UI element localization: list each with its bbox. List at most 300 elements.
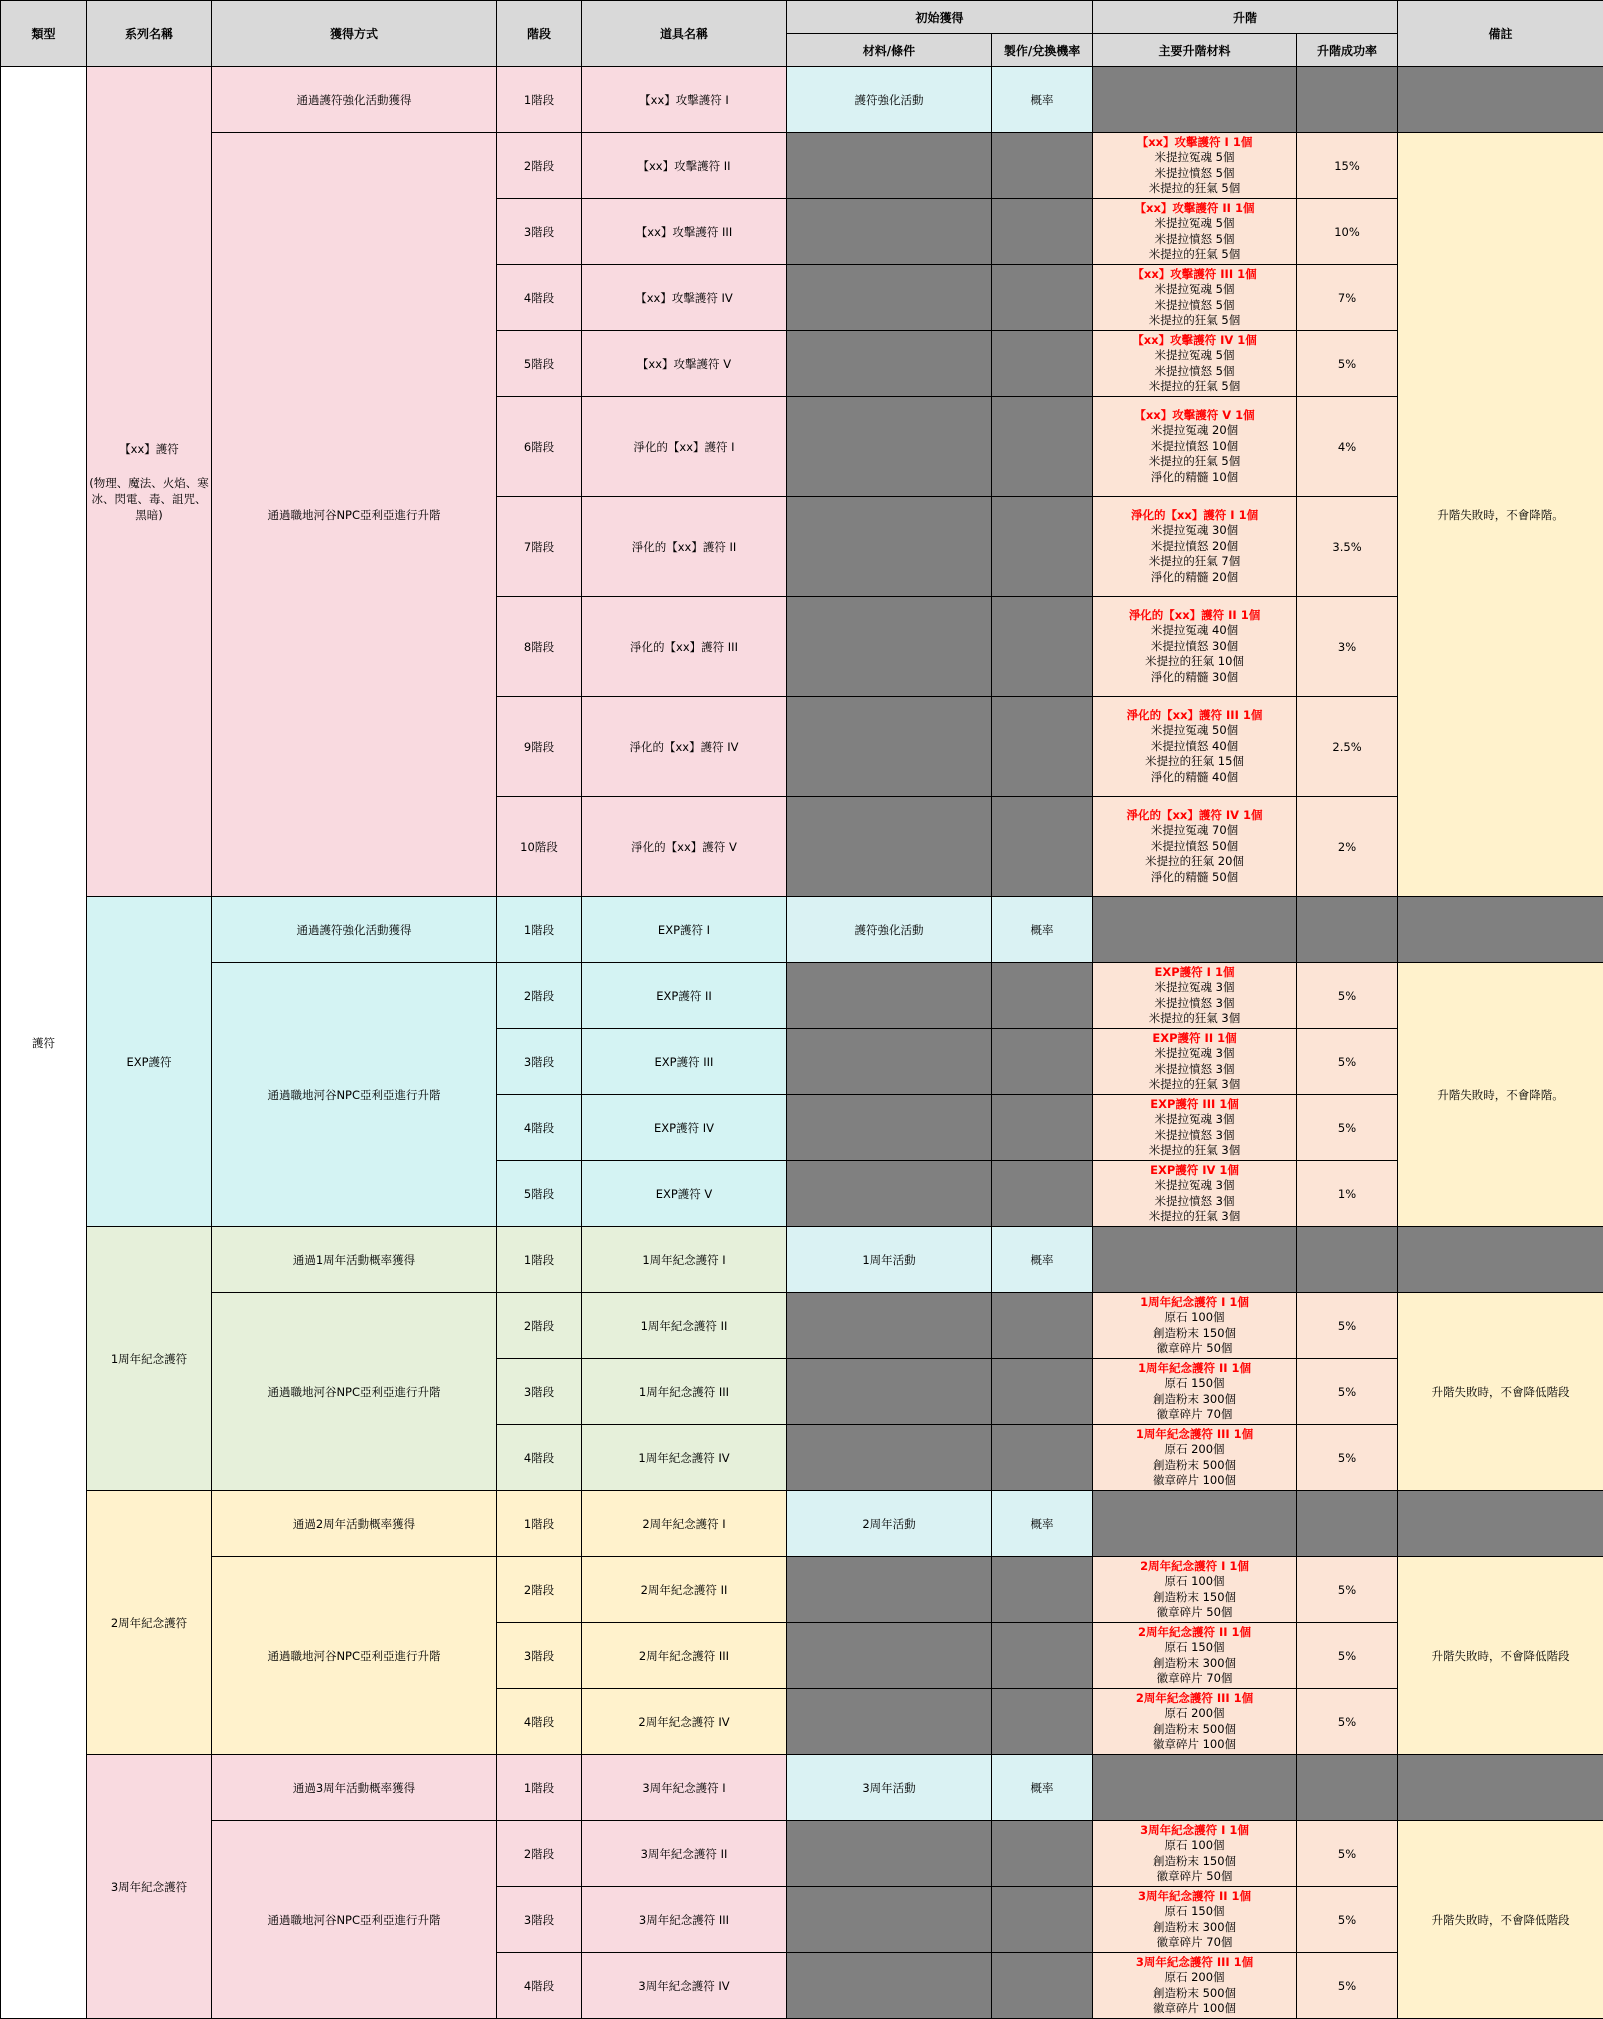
upgrade-material-line: 米提拉的狂氣 3個	[1148, 1209, 1241, 1223]
header-initial: 初始獲得	[787, 1, 1093, 34]
upgrade-rate-cell: 15%	[1297, 133, 1398, 199]
upgrade-material-line: 徽章碎片 50個	[1156, 1869, 1233, 1883]
header-remark: 備註	[1398, 1, 1603, 67]
upgrade-material-line: 米提拉憤怒 40個	[1150, 738, 1239, 753]
upgrade-material-title: 1周年紀念護符 I 1個	[1140, 1294, 1249, 1309]
initial-rate-empty	[992, 199, 1093, 265]
stage-cell: 6階段	[497, 397, 582, 497]
remark-cell: 升階失敗時，不會降階。	[1398, 133, 1603, 897]
item-name-cell: 2周年紀念護符 I	[582, 1491, 787, 1557]
upgrade-material-line: 米提拉冤魂 3個	[1154, 980, 1235, 994]
upgrade-material-title: 3周年紀念護符 II 1個	[1137, 1888, 1252, 1903]
upgrade-rate-cell: 5%	[1297, 1821, 1398, 1887]
upgrade-material-line: 淨化的精髓 10個	[1150, 469, 1239, 484]
upgrade-material-cell	[1093, 497, 1297, 597]
upgrade-material-line: 米提拉的狂氣 7個	[1148, 554, 1241, 569]
method-cell: 通過3周年活動概率獲得	[212, 1755, 497, 1821]
initial-material-empty	[787, 1293, 992, 1359]
stage-cell: 10階段	[497, 797, 582, 897]
upgrade-material-cell	[1093, 397, 1297, 497]
upgrade-material-line: 創造粉末 500個	[1152, 1721, 1237, 1736]
upgrade-material-line: 米提拉的狂氣 10個	[1145, 654, 1244, 669]
upgrade-rate-empty	[1297, 67, 1398, 133]
initial-rate-empty	[992, 1425, 1093, 1491]
upgrade-rate-cell: 5%	[1297, 1623, 1398, 1689]
upgrade-material-cell	[1093, 1821, 1297, 1887]
upgrade-material-line: 米提拉的狂氣 15個	[1145, 754, 1244, 769]
header-stage: 階段	[497, 1, 582, 67]
initial-rate-empty	[992, 1293, 1093, 1359]
stage-cell: 1階段	[497, 1227, 582, 1293]
upgrade-material-line: 創造粉末 500個	[1152, 1985, 1237, 2000]
initial-rate-empty	[992, 1095, 1093, 1161]
upgrade-material-empty	[1093, 1755, 1297, 1821]
upgrade-material-cell	[1093, 1953, 1297, 2019]
table-row	[1, 67, 1603, 133]
initial-rate-cell: 概率	[992, 67, 1093, 133]
initial-rate-empty	[992, 265, 1093, 331]
initial-rate-empty	[992, 1623, 1093, 1689]
initial-rate-cell: 概率	[992, 897, 1093, 963]
upgrade-material-cell	[1093, 697, 1297, 797]
table-row	[1, 1755, 1603, 1821]
upgrade-material-cell	[1093, 1293, 1297, 1359]
upgrade-material-line: 米提拉冤魂 3個	[1154, 1178, 1235, 1192]
initial-material-cell: 護符強化活動	[787, 897, 992, 963]
item-name-cell: 【xx】攻擊護符 V	[582, 331, 787, 397]
item-name-cell: 1周年紀念護符 II	[582, 1293, 787, 1359]
item-name-cell: EXP護符 IV	[582, 1095, 787, 1161]
upgrade-material-line: 創造粉末 300個	[1152, 1655, 1237, 1670]
upgrade-material-line: 原石 100個	[1164, 1310, 1225, 1324]
header-initial-rate: 製作/兌換機率	[992, 34, 1093, 67]
upgrade-material-cell	[1093, 1359, 1297, 1425]
upgrade-material-line: 米提拉冤魂 5個	[1154, 216, 1235, 230]
initial-material-empty	[787, 597, 992, 697]
upgrade-material-line: 米提拉的狂氣 5個	[1148, 454, 1241, 469]
upgrade-rate-cell: 3%	[1297, 597, 1398, 697]
upgrade-material-line: 米提拉冤魂 3個	[1154, 1046, 1235, 1060]
upgrade-material-line: 米提拉冤魂 40個	[1150, 623, 1239, 638]
series-cell	[87, 67, 212, 897]
upgrade-material-line: 原石 150個	[1164, 1904, 1225, 1918]
initial-rate-cell: 概率	[992, 1491, 1093, 1557]
remark-cell: 升階失敗時，不會降低階段	[1398, 1293, 1603, 1491]
upgrade-material-line: 創造粉末 500個	[1152, 1457, 1237, 1472]
upgrade-material-title: 【xx】攻擊護符 IV 1個	[1132, 332, 1257, 347]
upgrade-material-line: 創造粉末 300個	[1152, 1391, 1237, 1406]
stage-cell: 9階段	[497, 697, 582, 797]
upgrade-rate-cell: 2.5%	[1297, 697, 1398, 797]
series-name: 2周年紀念護符	[110, 1615, 188, 1630]
initial-rate-cell: 概率	[992, 1755, 1093, 1821]
stage-cell: 7階段	[497, 497, 582, 597]
initial-rate-empty	[992, 1953, 1093, 2019]
upgrade-material-line: 米提拉冤魂 3個	[1154, 1112, 1235, 1126]
upgrade-rate-cell: 5%	[1297, 1293, 1398, 1359]
initial-rate-empty	[992, 497, 1093, 597]
upgrade-material-line: 米提拉憤怒 30個	[1150, 638, 1239, 653]
stage-cell: 1階段	[497, 1755, 582, 1821]
upgrade-material-line: 徽章碎片 70個	[1156, 1407, 1233, 1421]
upgrade-rate-cell: 5%	[1297, 1425, 1398, 1491]
method-cell: 通過職地河谷NPC亞利亞進行升階	[212, 133, 497, 897]
item-name-cell: 【xx】攻擊護符 II	[582, 133, 787, 199]
item-name-cell: 【xx】攻擊護符 III	[582, 199, 787, 265]
upgrade-rate-cell: 5%	[1297, 1887, 1398, 1953]
upgrade-material-line: 米提拉憤怒 5個	[1154, 363, 1235, 378]
upgrade-material-cell	[1093, 1887, 1297, 1953]
item-name-cell: 淨化的【xx】護符 I	[582, 397, 787, 497]
upgrade-material-title: 淨化的【xx】護符 III 1個	[1126, 707, 1263, 722]
upgrade-rate-cell: 5%	[1297, 1095, 1398, 1161]
upgrade-material-line: 徽章碎片 70個	[1156, 1935, 1233, 1949]
upgrade-material-line: 徽章碎片 50個	[1156, 1341, 1233, 1355]
method-cell: 通過2周年活動概率獲得	[212, 1491, 497, 1557]
upgrade-material-line: 創造粉末 150個	[1152, 1325, 1237, 1340]
method-cell: 通過護符強化活動獲得	[212, 897, 497, 963]
initial-rate-empty	[992, 797, 1093, 897]
series-cell	[87, 1227, 212, 1491]
upgrade-material-cell	[1093, 265, 1297, 331]
upgrade-material-cell	[1093, 1557, 1297, 1623]
initial-material-empty	[787, 199, 992, 265]
upgrade-material-title: 3周年紀念護符 I 1個	[1140, 1822, 1249, 1837]
upgrade-material-line: 米提拉憤怒 20個	[1150, 538, 1239, 553]
upgrade-material-line: 米提拉憤怒 50個	[1150, 838, 1239, 853]
upgrade-material-line: 原石 200個	[1164, 1706, 1225, 1720]
upgrade-material-title: 2周年紀念護符 II 1個	[1137, 1624, 1252, 1639]
item-name-cell: 3周年紀念護符 I	[582, 1755, 787, 1821]
initial-rate-empty	[992, 397, 1093, 497]
table-body	[1, 67, 1603, 2019]
upgrade-material-title: 淨化的【xx】護符 II 1個	[1128, 607, 1261, 622]
method-cell: 通過1周年活動概率獲得	[212, 1227, 497, 1293]
upgrade-material-cell	[1093, 199, 1297, 265]
header-upgrade: 升階	[1093, 1, 1398, 34]
upgrade-material-line: 米提拉冤魂 5個	[1154, 150, 1235, 164]
stage-cell: 5階段	[497, 1161, 582, 1227]
upgrade-material-title: EXP護符 II 1個	[1152, 1030, 1237, 1045]
series-cell	[87, 897, 212, 1227]
header-upgrade-rate: 升階成功率	[1297, 34, 1398, 67]
upgrade-material-title: 淨化的【xx】護符 I 1個	[1130, 507, 1259, 522]
item-name-cell: 2周年紀念護符 II	[582, 1557, 787, 1623]
stage-cell: 2階段	[497, 1821, 582, 1887]
upgrade-rate-cell: 5%	[1297, 1953, 1398, 2019]
stage-cell: 4階段	[497, 1689, 582, 1755]
stage-cell: 3階段	[497, 1623, 582, 1689]
item-name-cell: 3周年紀念護符 III	[582, 1887, 787, 1953]
stage-cell: 1階段	[497, 1491, 582, 1557]
stage-cell: 1階段	[497, 897, 582, 963]
remark-empty	[1398, 67, 1603, 133]
upgrade-material-line: 淨化的精髓 50個	[1150, 869, 1239, 884]
stage-cell: 4階段	[497, 1425, 582, 1491]
upgrade-rate-cell: 5%	[1297, 1359, 1398, 1425]
upgrade-material-cell	[1093, 1029, 1297, 1095]
upgrade-material-empty	[1093, 67, 1297, 133]
upgrade-material-line: 創造粉末 150個	[1152, 1853, 1237, 1868]
upgrade-rate-cell: 5%	[1297, 963, 1398, 1029]
series-name: EXP護符	[126, 1054, 172, 1069]
initial-rate-empty	[992, 133, 1093, 199]
item-name-cell: 【xx】攻擊護符 IV	[582, 265, 787, 331]
item-name-cell: EXP護符 III	[582, 1029, 787, 1095]
upgrade-material-line: 徽章碎片 100個	[1152, 1473, 1237, 1487]
remark-cell: 升階失敗時，不會降階。	[1398, 963, 1603, 1227]
initial-material-empty	[787, 1359, 992, 1425]
table-row	[1, 1821, 1603, 1887]
upgrade-rate-cell: 1%	[1297, 1161, 1398, 1227]
upgrade-material-line: 米提拉的狂氣 5個	[1148, 181, 1241, 195]
upgrade-rate-empty	[1297, 1491, 1398, 1557]
upgrade-material-line: 米提拉的狂氣 20個	[1145, 854, 1244, 869]
upgrade-material-cell	[1093, 797, 1297, 897]
upgrade-rate-cell: 5%	[1297, 1557, 1398, 1623]
upgrade-material-line: 米提拉憤怒 10個	[1150, 438, 1239, 453]
upgrade-material-line: 原石 150個	[1164, 1376, 1225, 1390]
upgrade-material-line: 原石 100個	[1164, 1838, 1225, 1852]
upgrade-material-line: 米提拉憤怒 3個	[1154, 1193, 1235, 1208]
upgrade-material-title: 【xx】攻擊護符 V 1個	[1134, 407, 1255, 422]
table-row	[1, 1491, 1603, 1557]
stage-cell: 2階段	[497, 1293, 582, 1359]
upgrade-material-empty	[1093, 897, 1297, 963]
initial-material-empty	[787, 963, 992, 1029]
upgrade-material-line: 米提拉冤魂 5個	[1154, 348, 1235, 362]
initial-rate-empty	[992, 697, 1093, 797]
upgrade-material-line: 淨化的精髓 40個	[1150, 769, 1239, 784]
initial-rate-empty	[992, 597, 1093, 697]
stage-cell: 3階段	[497, 199, 582, 265]
item-name-cell: 淨化的【xx】護符 III	[582, 597, 787, 697]
series-subtitle: (物理、魔法、火焰、寒冰、閃電、毒、詛咒、黑暗)	[89, 475, 209, 522]
upgrade-material-line: 米提拉冤魂 20個	[1150, 423, 1239, 438]
upgrade-material-line: 米提拉憤怒 3個	[1154, 1061, 1235, 1076]
item-name-cell: 淨化的【xx】護符 IV	[582, 697, 787, 797]
method-cell: 通過職地河谷NPC亞利亞進行升階	[212, 963, 497, 1227]
initial-material-empty	[787, 1425, 992, 1491]
initial-rate-empty	[992, 1161, 1093, 1227]
item-name-cell: 【xx】攻擊護符 I	[582, 67, 787, 133]
initial-material-empty	[787, 1821, 992, 1887]
upgrade-rate-cell: 2%	[1297, 797, 1398, 897]
table-row	[1, 1293, 1603, 1359]
upgrade-material-title: 【xx】攻擊護符 II 1個	[1134, 200, 1255, 215]
stage-cell: 8階段	[497, 597, 582, 697]
method-cell: 通過職地河谷NPC亞利亞進行升階	[212, 1557, 497, 1755]
initial-rate-empty	[992, 963, 1093, 1029]
upgrade-material-line: 創造粉末 150個	[1152, 1589, 1237, 1604]
header-upgrade-material: 主要升階材料	[1093, 34, 1297, 67]
type-cell: 護符	[1, 67, 87, 2019]
item-name-cell: 3周年紀念護符 IV	[582, 1953, 787, 2019]
remark-empty	[1398, 1491, 1603, 1557]
initial-material-empty	[787, 331, 992, 397]
remark-empty	[1398, 1227, 1603, 1293]
upgrade-material-cell	[1093, 1425, 1297, 1491]
stage-cell: 5階段	[497, 331, 582, 397]
upgrade-material-line: 米提拉冤魂 5個	[1154, 282, 1235, 296]
upgrade-rate-cell: 7%	[1297, 265, 1398, 331]
item-name-cell: 2周年紀念護符 III	[582, 1623, 787, 1689]
upgrade-material-line: 米提拉的狂氣 3個	[1148, 1143, 1241, 1157]
upgrade-material-cell	[1093, 1623, 1297, 1689]
upgrade-material-line: 米提拉冤魂 70個	[1150, 823, 1239, 838]
header-method: 獲得方式	[212, 1, 497, 67]
item-name-cell: 1周年紀念護符 IV	[582, 1425, 787, 1491]
initial-material-empty	[787, 1557, 992, 1623]
upgrade-material-line: 米提拉憤怒 5個	[1154, 297, 1235, 312]
initial-rate-empty	[992, 331, 1093, 397]
upgrade-material-line: 徽章碎片 50個	[1156, 1605, 1233, 1619]
remark-cell: 升階失敗時，不會降低階段	[1398, 1557, 1603, 1755]
header-item: 道具名稱	[582, 1, 787, 67]
upgrade-material-line: 淨化的精髓 30個	[1150, 669, 1239, 684]
remark-empty	[1398, 1755, 1603, 1821]
table-row	[1, 897, 1603, 963]
initial-material-cell: 2周年活動	[787, 1491, 992, 1557]
upgrade-material-line: 米提拉的狂氣 3個	[1148, 1077, 1241, 1091]
initial-material-cell: 3周年活動	[787, 1755, 992, 1821]
upgrade-material-title: 1周年紀念護符 II 1個	[1137, 1360, 1252, 1375]
initial-material-empty	[787, 1953, 992, 2019]
initial-rate-empty	[992, 1557, 1093, 1623]
upgrade-material-cell	[1093, 133, 1297, 199]
upgrade-material-cell	[1093, 1161, 1297, 1227]
table-row	[1, 1227, 1603, 1293]
upgrade-rate-cell: 4%	[1297, 397, 1398, 497]
upgrade-rate-empty	[1297, 1227, 1398, 1293]
stage-cell: 3階段	[497, 1887, 582, 1953]
upgrade-rate-empty	[1297, 1755, 1398, 1821]
upgrade-material-line: 創造粉末 300個	[1152, 1919, 1237, 1934]
upgrade-material-line: 米提拉的狂氣 3個	[1148, 1011, 1241, 1025]
series-name: 【xx】護符	[119, 441, 179, 456]
upgrade-material-title: 【xx】攻擊護符 I 1個	[1136, 134, 1253, 149]
initial-material-empty	[787, 133, 992, 199]
initial-rate-empty	[992, 1689, 1093, 1755]
initial-material-empty	[787, 497, 992, 597]
remark-empty	[1398, 897, 1603, 963]
method-cell: 通過職地河谷NPC亞利亞進行升階	[212, 1821, 497, 2019]
upgrade-material-line: 米提拉憤怒 5個	[1154, 165, 1235, 180]
upgrade-material-title: 2周年紀念護符 III 1個	[1135, 1690, 1254, 1705]
upgrade-rate-empty	[1297, 897, 1398, 963]
initial-material-cell: 1周年活動	[787, 1227, 992, 1293]
upgrade-material-line: 米提拉憤怒 3個	[1154, 995, 1235, 1010]
stage-cell: 2階段	[497, 1557, 582, 1623]
series-cell	[87, 1755, 212, 2019]
upgrade-material-cell	[1093, 963, 1297, 1029]
stage-cell: 1階段	[497, 67, 582, 133]
upgrade-material-cell	[1093, 1689, 1297, 1755]
initial-rate-cell: 概率	[992, 1227, 1093, 1293]
item-name-cell: 3周年紀念護符 II	[582, 1821, 787, 1887]
initial-rate-empty	[992, 1887, 1093, 1953]
upgrade-material-empty	[1093, 1227, 1297, 1293]
item-name-cell: 2周年紀念護符 IV	[582, 1689, 787, 1755]
upgrade-material-line: 原石 100個	[1164, 1574, 1225, 1588]
upgrade-material-title: 【xx】攻擊護符 III 1個	[1132, 266, 1257, 281]
upgrade-material-line: 米提拉憤怒 3個	[1154, 1127, 1235, 1142]
initial-material-empty	[787, 1623, 992, 1689]
upgrade-material-title: 3周年紀念護符 III 1個	[1135, 1954, 1254, 1969]
upgrade-rate-cell: 5%	[1297, 1689, 1398, 1755]
upgrade-material-title: 2周年紀念護符 I 1個	[1140, 1558, 1249, 1573]
table-row	[1, 1557, 1603, 1623]
upgrade-material-line: 米提拉的狂氣 5個	[1148, 247, 1241, 261]
upgrade-material-line: 淨化的精髓 20個	[1150, 569, 1239, 584]
upgrade-material-title: 1周年紀念護符 III 1個	[1135, 1426, 1254, 1441]
header-initial-material: 材料/條件	[787, 34, 992, 67]
upgrade-material-line: 米提拉的狂氣 5個	[1148, 313, 1241, 327]
initial-material-empty	[787, 397, 992, 497]
item-name-cell: 1周年紀念護符 III	[582, 1359, 787, 1425]
initial-material-empty	[787, 1029, 992, 1095]
item-name-cell: 淨化的【xx】護符 II	[582, 497, 787, 597]
header-series: 系列名稱	[87, 1, 212, 67]
stage-cell: 4階段	[497, 1095, 582, 1161]
initial-material-empty	[787, 1095, 992, 1161]
method-cell: 通過護符強化活動獲得	[212, 67, 497, 133]
upgrade-material-line: 米提拉的狂氣 5個	[1148, 379, 1241, 393]
upgrade-material-line: 米提拉冤魂 30個	[1150, 523, 1239, 538]
item-name-cell: EXP護符 V	[582, 1161, 787, 1227]
upgrade-material-cell	[1093, 597, 1297, 697]
header-type: 類型	[1, 1, 87, 67]
method-cell: 通過職地河谷NPC亞利亞進行升階	[212, 1293, 497, 1491]
initial-material-empty	[787, 1161, 992, 1227]
initial-material-cell: 護符強化活動	[787, 67, 992, 133]
initial-material-empty	[787, 797, 992, 897]
initial-rate-empty	[992, 1821, 1093, 1887]
item-name-cell: EXP護符 I	[582, 897, 787, 963]
upgrade-material-line: 原石 200個	[1164, 1442, 1225, 1456]
initial-material-empty	[787, 265, 992, 331]
item-name-cell: 1周年紀念護符 I	[582, 1227, 787, 1293]
initial-rate-empty	[992, 1359, 1093, 1425]
initial-rate-empty	[992, 1029, 1093, 1095]
stage-cell: 3階段	[497, 1359, 582, 1425]
table-row	[1, 133, 1603, 199]
upgrade-material-line: 徽章碎片 70個	[1156, 1671, 1233, 1685]
upgrade-rate-cell: 10%	[1297, 199, 1398, 265]
upgrade-material-title: 淨化的【xx】護符 IV 1個	[1126, 807, 1263, 822]
item-name-cell: EXP護符 II	[582, 963, 787, 1029]
stage-cell: 2階段	[497, 133, 582, 199]
upgrade-material-line: 徽章碎片 100個	[1152, 1737, 1237, 1751]
stage-cell: 4階段	[497, 265, 582, 331]
upgrade-material-line: 徽章碎片 100個	[1152, 2001, 1237, 2015]
series-cell	[87, 1491, 212, 1755]
stage-cell: 2階段	[497, 963, 582, 1029]
upgrade-material-line: 米提拉冤魂 50個	[1150, 723, 1239, 738]
upgrade-rate-cell: 5%	[1297, 331, 1398, 397]
upgrade-material-cell	[1093, 331, 1297, 397]
table-row	[1, 963, 1603, 1029]
upgrade-material-line: 原石 150個	[1164, 1640, 1225, 1654]
initial-material-empty	[787, 697, 992, 797]
remark-cell: 升階失敗時，不會降低階段	[1398, 1821, 1603, 2019]
series-name: 3周年紀念護符	[110, 1879, 188, 1894]
series-name: 1周年紀念護符	[110, 1351, 188, 1366]
initial-material-empty	[787, 1887, 992, 1953]
item-name-cell: 淨化的【xx】護符 V	[582, 797, 787, 897]
upgrade-material-title: EXP護符 I 1個	[1154, 964, 1235, 979]
stage-cell: 3階段	[497, 1029, 582, 1095]
